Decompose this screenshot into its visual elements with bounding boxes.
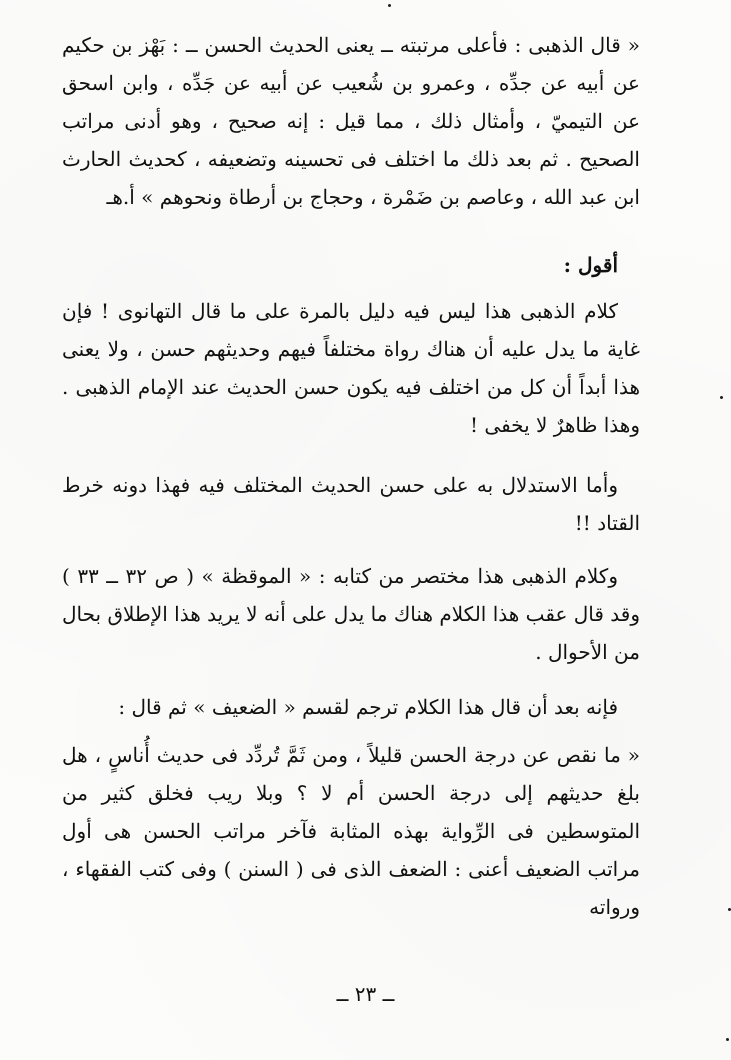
paragraph-text: كلام الذهبى هذا ليس فيه دليل بالمرة على ما قال التهانوى ! فإن غاية ما يدل عليه أن هناك رواة مختلفاً فيهم وحديثهم حسن ، ولا يعنى هذا أبداً أن كل من اختلف فيه يكون حسن الحديث عند الإمام الذهبى . وهذا ظاهرٌ لا يخفى ! bbox=[62, 299, 640, 437]
scan-speck bbox=[720, 396, 723, 399]
paragraph-text: فإنه بعد أن قال هذا الكلام ترجم لقسم « الضعيف » ثم قال : bbox=[118, 695, 618, 719]
page-number: ــ ٢٣ ــ bbox=[336, 982, 395, 1006]
scan-speck bbox=[726, 1038, 729, 1041]
paragraph-commentary bbox=[62, 292, 640, 444]
paragraph-text: « قال الذهبى : فأعلى مرتبته ــ يعنى الحديث الحسن ــ : بَهْز بن حكيم عن أبيه عن جدِّه ، وعمرو بن شُعيب عن أبيه عن جَدِّه ، وابن اسحق عن التيميّ ، وأمثال ذلك ، مما قيل : إنه صحيح ، وهو أدنى مراتب الصحيح . ثم بعد ذلك ما اختلف فى تحسينه وتضعيفه ، كحديث الحارث ابن عبد الله ، وعاصم بن ضَمْرة ، وحجاج بن أرطاة ونحوهم » أ.هـ bbox=[62, 33, 640, 209]
paragraph-dhahabi-quote bbox=[62, 26, 640, 216]
paragraph-tarjama bbox=[62, 688, 640, 726]
heading-aqul: أقول : bbox=[563, 253, 618, 277]
paragraph-istidlal bbox=[62, 466, 640, 542]
paragraph-text: وأما الاستدلال به على حسن الحديث المختلف فيه فهذا دونه خرط القتاد !! bbox=[62, 473, 640, 535]
paragraph-daif-quote bbox=[62, 736, 640, 926]
paragraph-text: « ما نقص عن درجة الحسن قليلاً ، ومن ثَمَّ تُردِّد فى حديث أُناسٍ ، هل بلغ حديثهم إلى درجة الحسن أم لا ؟ وبلا ريب فخلق كثير من المتوسطين فى الرِّواية بهذه المثابة فآخر مراتب الحسن هى أول مراتب الضعيف أعنى : الضعف الذى فى ( السنن ) وفى كتب الفقهاء ، ورواته bbox=[62, 743, 640, 919]
paragraph-text: وكلام الذهبى هذا مختصر من كتابه : « الموقظة » ( ص ٣٢ ــ ٣٣ ) وقد قال عقب هذا الكلام هناك ما يدل على أنه لا يريد هذا الإطلاق بحال من الأحوال . bbox=[62, 564, 640, 664]
paragraph-aqul-heading bbox=[62, 246, 640, 284]
paragraph-mawqiza bbox=[62, 557, 640, 671]
scan-speck bbox=[388, 4, 391, 7]
